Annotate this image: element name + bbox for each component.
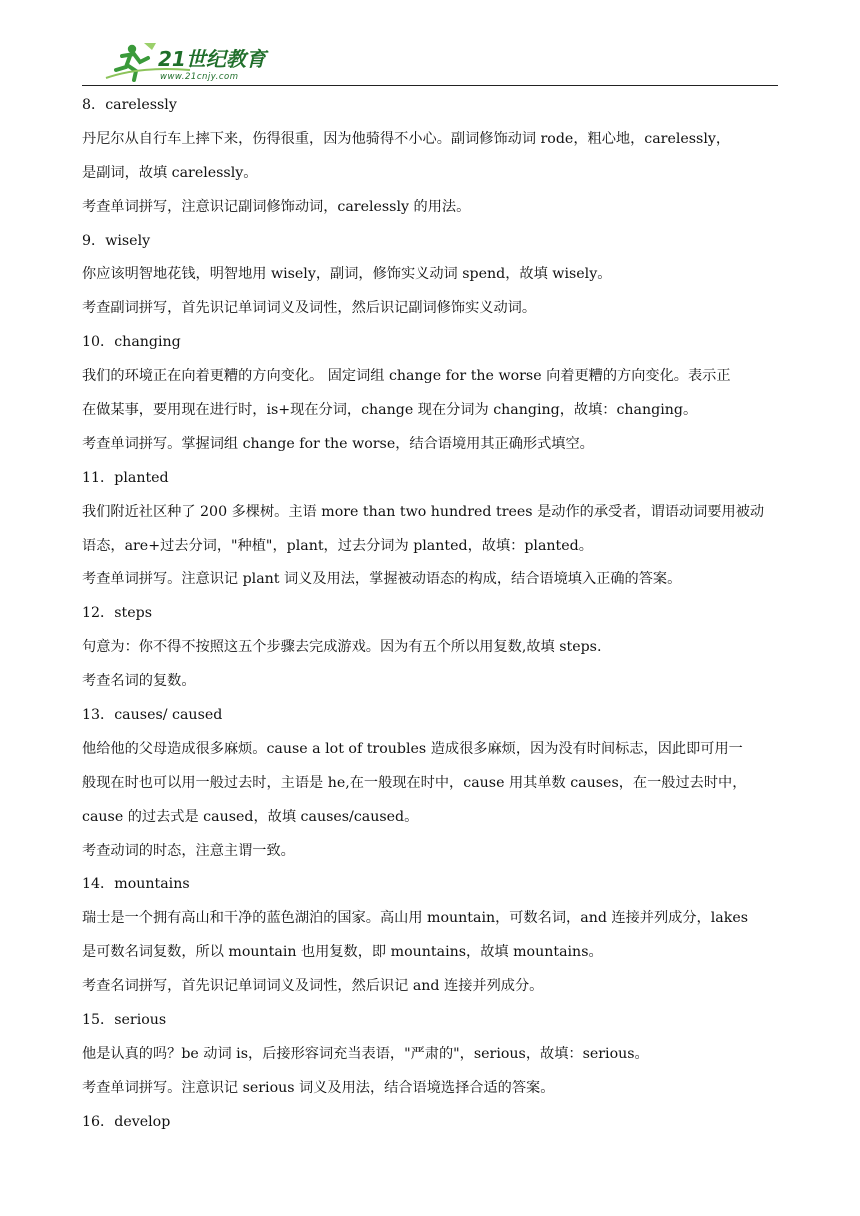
answer-number: 10．changing xyxy=(82,334,181,351)
explanation-line: 你应该明智地花钱，明智地用 wisely，副词，修饰实义动词 spend，故填 wisely。 xyxy=(82,266,612,283)
analysis-line: 考查单词拼写。注意识记 plant 词义及用法，掌握被动语态的构成，结合语境填入正确的答案。 xyxy=(82,571,682,588)
explanation-line: 我们附近社区种了 200 多棵树。主语 more than two hundred trees 是动作的承受者，谓语动词要用被动 xyxy=(82,503,765,520)
site-logo xyxy=(100,40,270,84)
answer-number: 11．planted xyxy=(82,469,169,486)
explanation-line: 句意为：你不得不按照这五个步骤去完成游戏。因为有五个所以用复数,故填 steps. xyxy=(82,639,602,656)
analysis-line: 考查单词拼写。注意识记 serious 词义及用法，结合语境选择合适的答案。 xyxy=(82,1079,555,1096)
answer-text xyxy=(82,89,782,1140)
explanation-line: 丹尼尔从自行车上摔下来，伤得很重，因为他骑得不小心。副词修饰动词 rode，粗心地，carelessly， xyxy=(82,130,731,147)
analysis-line: 考查副词拼写，首先识记单词词义及词性，然后识记副词修饰实义动词。 xyxy=(82,300,537,317)
logo-url: www.21cnjy.com xyxy=(160,72,239,82)
explanation-line: cause 的过去式是 caused，故填 causes/caused。 xyxy=(82,808,419,825)
analysis-line: 考查动词的时态，注意主谓一致。 xyxy=(82,842,295,859)
answer-number: 14．mountains xyxy=(82,876,190,893)
analysis-line: 考查单词拼写。掌握词组 change for the worse，结合语境用其正确形式填空。 xyxy=(82,435,594,452)
analysis-line: 考查名词的复数。 xyxy=(82,673,196,690)
answer-number: 12．steps xyxy=(82,605,152,622)
explanation-line: 瑞士是一个拥有高山和干净的蓝色湖泊的国家。高山用 mountain，可数名词，and 连接并列成分，lakes xyxy=(82,910,749,927)
analysis-line: 考查名词拼写，首先识记单词词义及词性，然后识记 and 连接并列成分。 xyxy=(82,978,544,995)
answer-number: 8．carelessly xyxy=(82,97,177,113)
explanation-line: 般现在时也可以用一般过去时，主语是 he,在一般现在时中，cause 用其单数 causes，在一般过去时中， xyxy=(82,774,747,791)
explanation-line: 语态，are+过去分词，"种植"，plant，过去分词为 planted，故填：planted。 xyxy=(82,537,593,554)
answer-number: 13．causes/ caused xyxy=(82,707,223,724)
explanation-line: 是可数名词复数，所以 mountain 也用复数，即 mountains，故填 mountains。 xyxy=(82,944,603,961)
header-rule xyxy=(82,85,778,86)
analysis-line: 考查单词拼写，注意识记副词修饰动词，carelessly 的用法。 xyxy=(82,198,471,215)
explanation-line: 是副词，故填 carelessly。 xyxy=(82,164,258,181)
answer-number: 16．develop xyxy=(82,1113,171,1130)
explanation-line: 他给他的父母造成很多麻烦。cause a lot of troubles 造成很多麻烦，因为没有时间标志，因此即可用一 xyxy=(82,740,743,757)
answer-number: 15．serious xyxy=(82,1012,167,1029)
logo-text: 21世纪教育 xyxy=(158,47,266,71)
page-header xyxy=(82,38,778,86)
answer-number: 9．wisely xyxy=(82,232,151,249)
explanation-line: 他是认真的吗？be 动词 is，后接形容词充当表语，"严肃的"，serious，故填：serious。 xyxy=(82,1045,649,1062)
explanation-line: 我们的环境正在向着更糟的方向变化。 固定词组 change for the worse 向着更糟的方向变化。表示正 xyxy=(82,368,731,385)
explanation-line: 在做某事，要用现在进行时，is+现在分词，change 现在分词为 changing，故填：changing。 xyxy=(82,402,698,419)
